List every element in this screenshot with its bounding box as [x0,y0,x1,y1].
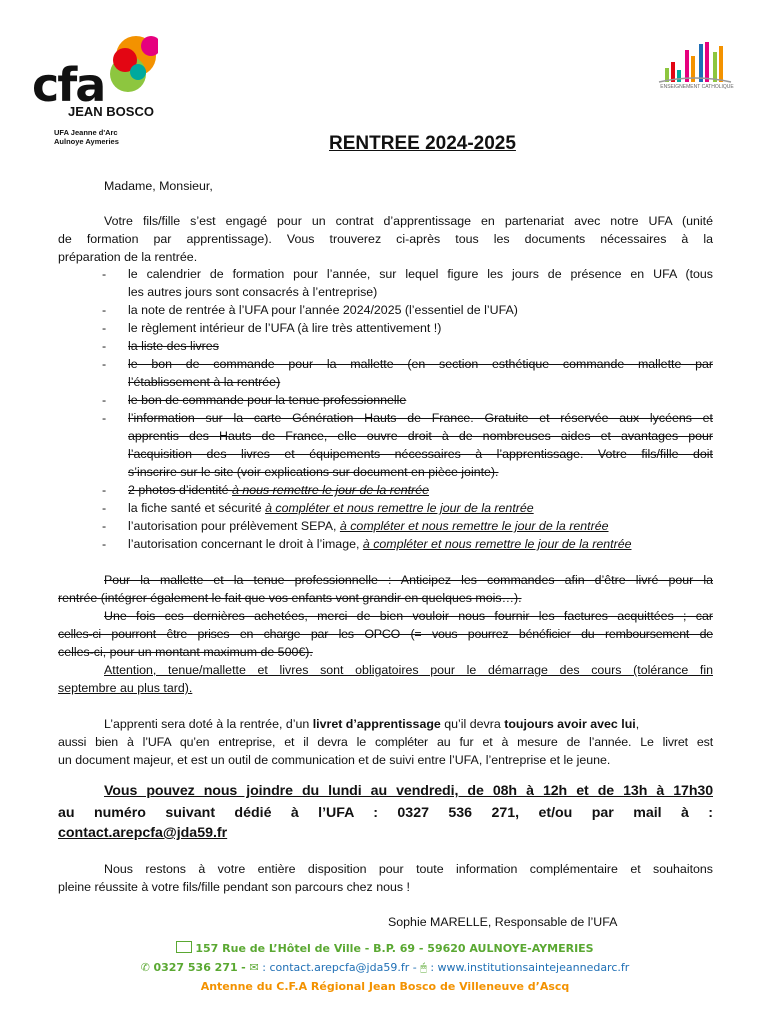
intro-line2: de formation par apprentissage). Vous trouverez ci-après tous les documents nécessaires à la [58,232,713,246]
list-item-text: 2 photos d’identité [128,483,233,497]
mail-icon: ✉ [249,961,259,974]
list-item: l’établissement à la rentrée) [128,375,281,389]
list-item [128,481,429,499]
bars-logo-icon [655,40,735,85]
livret-bold: livret d’apprentissage [312,717,441,731]
footer-website[interactable]: www.institutionsaintejeannedarc.fr [437,961,630,974]
enseignement-catholique-logo [655,40,735,95]
list-item [128,499,534,517]
livret-text: qu’il devra [440,717,505,731]
list-item-text: l’autorisation concernant le droit à l’image, [128,537,363,551]
livret-line3: un document majeur, et est un outil de communication et de suivi entre l’UFA, l’entreprise et le jeune. [58,753,611,767]
ufa-line1: UFA Jeanne d'Arc [54,128,118,137]
mallette-p3-line2: septembre au plus tard). [58,681,193,695]
list-item: les autres jours sont consacrés à l’entreprise) [128,285,378,299]
page-title: RENTREE 2024-2025 [329,133,516,154]
right-logo-text: ENSEIGNEMENT CATHOLIQUE [660,84,734,90]
mallette-p1-line1: Pour la mallette et la tenue professionnelle : Anticipez les commandes afin d’être livré pour la [104,573,713,587]
list-item: la note de rentrée à l’UFA pour l’année 2024/2025 (l’essentiel de l’UFA) [128,303,518,317]
list-item-emphasis: à compléter et nous remettre le jour de la rentrée [265,501,534,515]
list-item-text: l’autorisation pour prélèvement SEPA, [128,519,340,533]
signature: Sophie MARELLE, Responsable de l’UFA [388,915,618,929]
list-item-emphasis: à nous remettre le jour de la rentrée [232,483,430,497]
footer-contact-row: ✆ 0327 536 271 - ✉ : contact.arepcfa@jda59.fr - 🖱 : www.institutionsaintejeannedarc.fr [140,961,630,974]
livret-text: L’apprenti sera doté à la rentrée, d’un [104,717,313,731]
list-item [128,535,631,553]
list-item: la liste des livres [128,339,219,353]
list-item: le calendrier de formation pour l’année, sur lequel figure les jours de présence en UFA (tous [128,267,713,281]
intro-line1: Votre fils/fille s’est engagé pour un contrat d’apprentissage en partenariat avec notre UFA (unité [104,214,713,228]
livret-line1 [104,715,713,733]
closing-line1: Nous restons à votre entière disposition pour toute information complémentaire et souhaitons [104,862,713,876]
livret-text: , [635,717,640,731]
logo-text: cfa [32,58,105,112]
ufa-line2: Aulnoye Aymeries [54,137,119,146]
intro-line3: préparation de la rentrée. [58,250,198,264]
mallette-p2-line3: celles-ci, pour un montant maximum de 500€). [58,645,313,659]
list-item-emphasis: à compléter et nous remettre le jour de la rentrée [339,519,609,533]
mallette-p2-line2: celles-ci pourront être prises en charge par les OPCO (= vous pourrez bénéficier du remboursement de [58,627,713,641]
closing-line2: pleine réussite à votre fils/fille pendant son parcours chez nous ! [58,880,410,894]
salutation: Madame, Monsieur, [104,179,213,193]
list-item: s’inscrire sur le site (voir explications sur document en pièce jointe). [128,465,499,479]
envelope-icon [176,941,192,953]
livret-bold: toujours avoir avec lui [504,717,636,731]
list-item: l’information sur la carte Génération Hauts de France. Gratuite et réservée aux lycéens et [128,411,713,425]
mouse-icon: 🖱 [420,961,427,974]
list-item-text: la fiche santé et sécurité [128,501,266,515]
phone-icon: ✆ [140,961,150,974]
list-item: apprentis des Hauts de France, elle ouvre droit à de nombreuses aides et avantages pour [128,429,713,443]
footer-address-row [0,941,770,955]
mallette-p3-line1: Attention, tenue/mallette et livres sont obligatoires pour le démarrage des cours (tolérance fin [104,663,713,677]
contact-email[interactable]: contact.arepcfa@jda59.fr [58,825,228,841]
footer-address: 157 Rue de L’Hôtel de Ville - B.P. 69 - 59620 AULNOYE-AYMERIES [195,942,594,955]
livret-line2: aussi bien à l’UFA qu’en entreprise, et il devra le compléter au fur et à mesure de l’année. Le livret est [58,735,713,749]
contact-line2: au numéro suivant dédié à l’UFA : 0327 536 271, et/ou par mail à : [58,805,713,821]
list-item [128,517,609,535]
logo-sub: JEAN BOSCO [68,104,154,119]
list-item: le bon de commande pour la mallette (en section esthétique commande mallette par [128,357,713,371]
cfa-logo [28,32,158,144]
footer-phone: 0327 536 271 [153,961,238,974]
footer-antenne: Antenne du C.F.A Régional Jean Bosco de Villeneuve d’Ascq [200,980,570,993]
contact-line1: Vous pouvez nous joindre du lundi au vendredi, de 08h à 12h et de 13h à 17h30 [104,783,713,799]
list-item-emphasis: à compléter et nous remettre le jour de la rentrée [362,537,632,551]
mallette-p2-line1: Une fois ces dernières achetées, merci de bien vouloir nous fournir les factures acquittées ; car [104,609,713,623]
footer-email[interactable]: contact.arepcfa@jda59.fr [269,961,410,974]
list-item: le règlement intérieur de l’UFA (à lire très attentivement !) [128,321,442,335]
mallette-p1-line2: rentrée (intégrer également le fait que vos enfants vont grandir en quelques mois…). [58,591,522,605]
list-item: le bon de commande pour la tenue professionnelle [128,393,407,407]
list-item: l’acquisition des livres et équipements nécessaires à l’apprentissage. Votre fils/fille doit [128,447,713,461]
